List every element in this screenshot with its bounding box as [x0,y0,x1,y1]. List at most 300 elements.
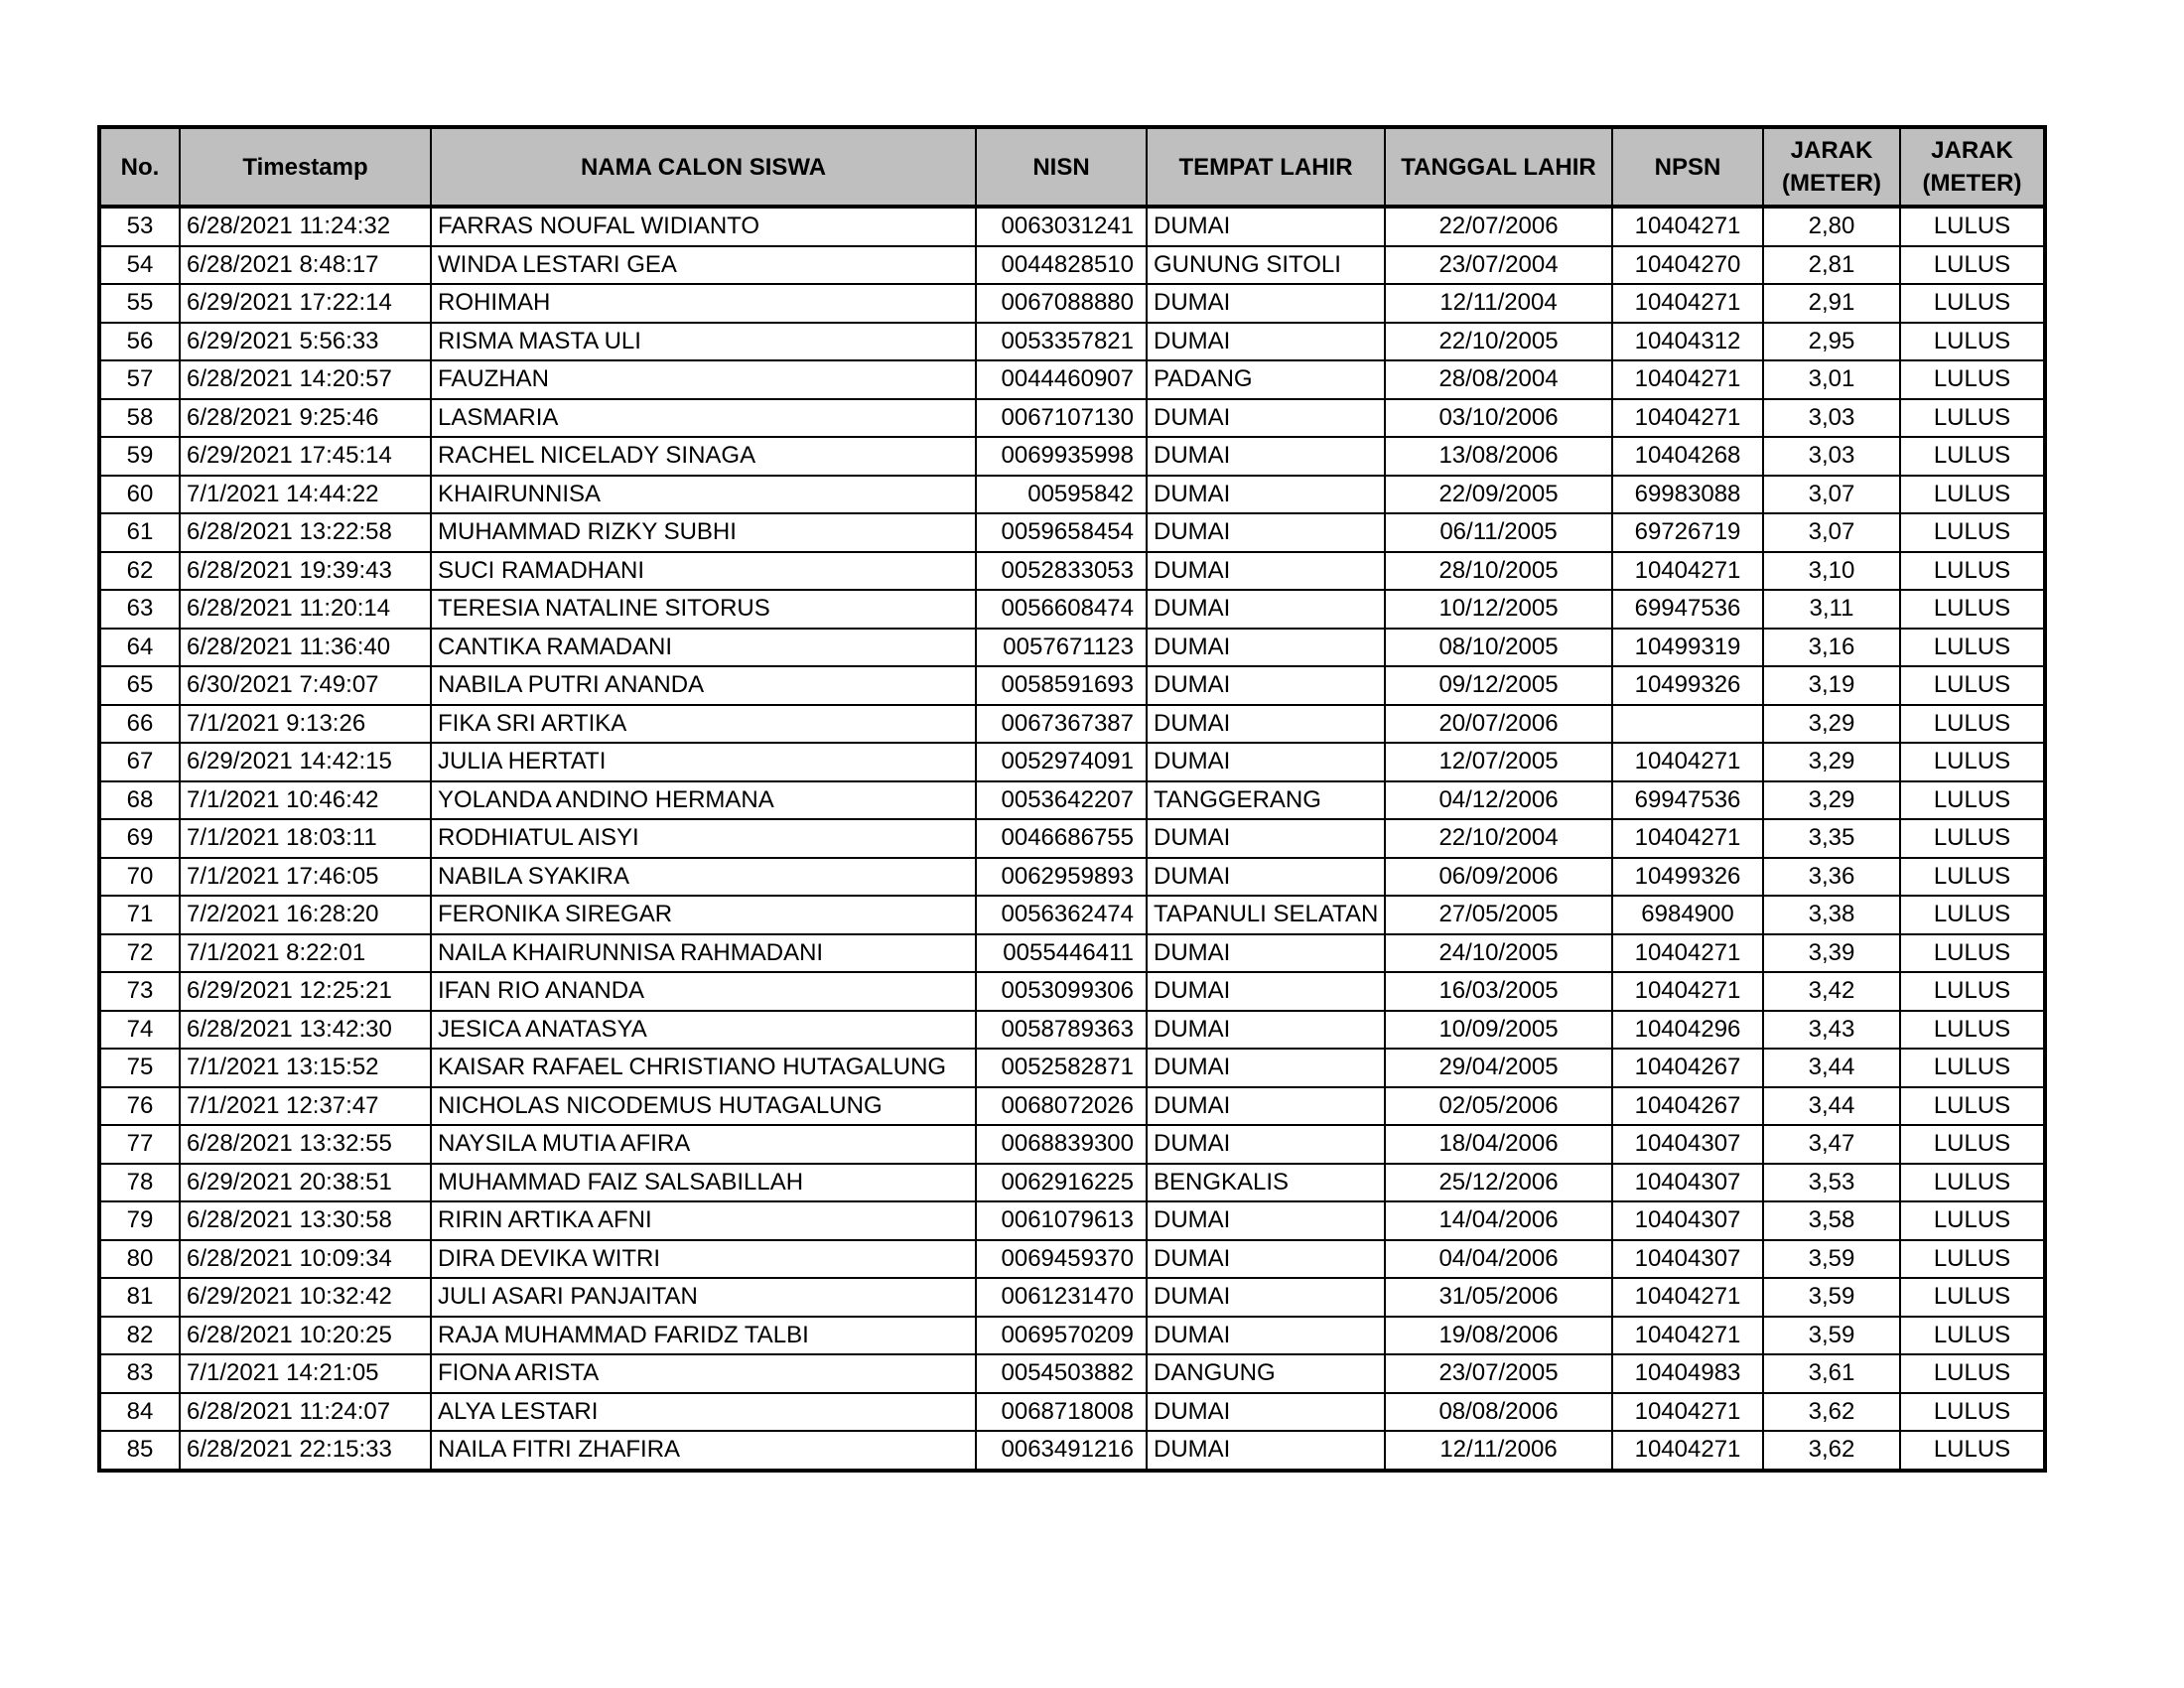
cell-status: LULUS [1900,590,2045,629]
cell-status: LULUS [1900,1049,2045,1087]
table-row [99,705,2045,744]
cell-jarak: 3,62 [1763,1431,1900,1471]
cell-tanggal-lahir: 04/12/2006 [1385,781,1612,820]
cell-status: LULUS [1900,819,2045,858]
cell-npsn: 10404271 [1612,1431,1763,1471]
cell-tempat-lahir: DUMAI [1147,1201,1385,1240]
cell-nisn: 0044828510 [976,246,1147,285]
table-row [99,590,2045,629]
cell-no: 56 [99,323,180,361]
table-row [99,1049,2045,1087]
cell-nisn: 0059658454 [976,513,1147,552]
header-nama: NAMA CALON SISWA [431,127,976,207]
cell-nama: NICHOLAS NICODEMUS HUTAGALUNG [431,1087,976,1126]
cell-tanggal-lahir: 23/07/2005 [1385,1354,1612,1393]
student-table [97,125,2047,1473]
cell-no: 65 [99,666,180,705]
cell-npsn: 69947536 [1612,590,1763,629]
cell-no: 58 [99,399,180,438]
cell-tanggal-lahir: 06/11/2005 [1385,513,1612,552]
cell-status: LULUS [1900,705,2045,744]
table-row [99,1278,2045,1317]
cell-no: 83 [99,1354,180,1393]
cell-no: 76 [99,1087,180,1126]
cell-tanggal-lahir: 24/10/2005 [1385,934,1612,973]
table-row [99,629,2045,667]
cell-nama: NAILA FITRI ZHAFIRA [431,1431,976,1471]
cell-jarak: 3,29 [1763,705,1900,744]
cell-nama: RACHEL NICELADY SINAGA [431,437,976,476]
cell-tanggal-lahir: 19/08/2006 [1385,1317,1612,1355]
cell-nisn: 0056362474 [976,896,1147,934]
cell-jarak: 3,59 [1763,1240,1900,1279]
cell-jarak: 2,91 [1763,284,1900,323]
cell-status: LULUS [1900,629,2045,667]
table-row [99,819,2045,858]
header-tanggal-lahir: TANGGAL LAHIR [1385,127,1612,207]
cell-status: LULUS [1900,1125,2045,1164]
table-row [99,1087,2045,1126]
cell-nama: YOLANDA ANDINO HERMANA [431,781,976,820]
cell-tempat-lahir: TAPANULI SELATAN [1147,896,1385,934]
cell-nisn: 0057671123 [976,629,1147,667]
cell-tempat-lahir: DUMAI [1147,323,1385,361]
cell-status: LULUS [1900,284,2045,323]
table-row [99,858,2045,897]
cell-npsn: 10404271 [1612,743,1763,781]
cell-npsn: 10404271 [1612,1393,1763,1432]
cell-tempat-lahir: DUMAI [1147,1011,1385,1050]
cell-tempat-lahir: DUMAI [1147,1087,1385,1126]
cell-npsn: 10404271 [1612,552,1763,591]
cell-timestamp: 6/29/2021 17:22:14 [180,284,431,323]
cell-timestamp: 6/28/2021 10:09:34 [180,1240,431,1279]
cell-npsn: 10404271 [1612,399,1763,438]
cell-npsn: 10404296 [1612,1011,1763,1050]
cell-tempat-lahir: DUMAI [1147,1278,1385,1317]
cell-timestamp: 7/1/2021 14:21:05 [180,1354,431,1393]
cell-npsn: 10404312 [1612,323,1763,361]
table-row [99,284,2045,323]
cell-nisn: 0067088880 [976,284,1147,323]
cell-npsn: 10404271 [1612,284,1763,323]
cell-no: 75 [99,1049,180,1087]
cell-tempat-lahir: DUMAI [1147,629,1385,667]
cell-tempat-lahir: DANGUNG [1147,1354,1385,1393]
cell-jarak: 3,61 [1763,1354,1900,1393]
cell-nama: MUHAMMAD RIZKY SUBHI [431,513,976,552]
cell-status: LULUS [1900,1393,2045,1432]
cell-nisn: 0061231470 [976,1278,1147,1317]
cell-no: 81 [99,1278,180,1317]
cell-timestamp: 7/1/2021 10:46:42 [180,781,431,820]
cell-status: LULUS [1900,476,2045,514]
cell-status: LULUS [1900,1317,2045,1355]
cell-no: 85 [99,1431,180,1471]
table-row [99,666,2045,705]
header-row [99,127,2045,207]
table-row [99,1125,2045,1164]
cell-status: LULUS [1900,743,2045,781]
header-no: No. [99,127,180,207]
cell-tempat-lahir: DUMAI [1147,476,1385,514]
cell-no: 72 [99,934,180,973]
cell-npsn: 10404270 [1612,246,1763,285]
cell-status: LULUS [1900,1164,2045,1202]
cell-jarak: 3,03 [1763,437,1900,476]
cell-nisn: 0063491216 [976,1431,1147,1471]
cell-tempat-lahir: DUMAI [1147,590,1385,629]
cell-timestamp: 6/29/2021 17:45:14 [180,437,431,476]
cell-no: 68 [99,781,180,820]
cell-jarak: 3,53 [1763,1164,1900,1202]
cell-jarak: 2,95 [1763,323,1900,361]
cell-nisn: 0068072026 [976,1087,1147,1126]
cell-status: LULUS [1900,666,2045,705]
cell-timestamp: 7/1/2021 8:22:01 [180,934,431,973]
cell-status: LULUS [1900,437,2045,476]
cell-no: 54 [99,246,180,285]
cell-npsn: 10404307 [1612,1125,1763,1164]
header-keterangan-line1: JARAK [1931,137,2013,164]
cell-nisn: 0052833053 [976,552,1147,591]
cell-nama: RODHIATUL AISYI [431,819,976,858]
cell-nisn: 0055446411 [976,934,1147,973]
cell-npsn: 10404268 [1612,437,1763,476]
cell-jarak: 3,59 [1763,1278,1900,1317]
cell-nisn: 0069935998 [976,437,1147,476]
table-row [99,323,2045,361]
cell-npsn: 6984900 [1612,896,1763,934]
cell-nisn: 0052582871 [976,1049,1147,1087]
cell-tempat-lahir: DUMAI [1147,207,1385,246]
cell-no: 78 [99,1164,180,1202]
cell-nama: JULIA HERTATI [431,743,976,781]
cell-npsn: 10404271 [1612,1317,1763,1355]
cell-jarak: 3,58 [1763,1201,1900,1240]
cell-no: 77 [99,1125,180,1164]
table-row [99,934,2045,973]
cell-timestamp: 6/28/2021 8:48:17 [180,246,431,285]
cell-tanggal-lahir: 08/08/2006 [1385,1393,1612,1432]
cell-nama: NAYSILA MUTIA AFIRA [431,1125,976,1164]
cell-tempat-lahir: DUMAI [1147,399,1385,438]
cell-timestamp: 6/28/2021 11:36:40 [180,629,431,667]
cell-npsn: 10404271 [1612,1278,1763,1317]
table-row [99,1201,2045,1240]
cell-jarak: 3,62 [1763,1393,1900,1432]
cell-timestamp: 6/28/2021 13:22:58 [180,513,431,552]
cell-tanggal-lahir: 12/07/2005 [1385,743,1612,781]
cell-npsn: 10499326 [1612,858,1763,897]
cell-timestamp: 7/1/2021 17:46:05 [180,858,431,897]
cell-nisn: 0058789363 [976,1011,1147,1050]
table-header [99,127,2045,207]
cell-timestamp: 6/29/2021 5:56:33 [180,323,431,361]
cell-tanggal-lahir: 22/09/2005 [1385,476,1612,514]
table-row [99,513,2045,552]
table-row [99,399,2045,438]
table-body [99,207,2045,1471]
cell-tanggal-lahir: 10/12/2005 [1385,590,1612,629]
cell-status: LULUS [1900,934,2045,973]
cell-jarak: 3,01 [1763,360,1900,399]
cell-tanggal-lahir: 10/09/2005 [1385,1011,1612,1050]
cell-npsn: 10499319 [1612,629,1763,667]
cell-no: 62 [99,552,180,591]
cell-npsn: 10404307 [1612,1240,1763,1279]
table-row [99,476,2045,514]
cell-timestamp: 7/1/2021 14:44:22 [180,476,431,514]
table-row [99,552,2045,591]
cell-nama: NAILA KHAIRUNNISA RAHMADANI [431,934,976,973]
cell-jarak: 3,44 [1763,1087,1900,1126]
cell-tanggal-lahir: 22/10/2004 [1385,819,1612,858]
cell-nama: RAJA MUHAMMAD FARIDZ TALBI [431,1317,976,1355]
cell-no: 57 [99,360,180,399]
cell-status: LULUS [1900,513,2045,552]
cell-nama: ROHIMAH [431,284,976,323]
cell-nama: FAUZHAN [431,360,976,399]
cell-nama: MUHAMMAD FAIZ SALSABILLAH [431,1164,976,1202]
cell-npsn: 69947536 [1612,781,1763,820]
table-row [99,1240,2045,1279]
cell-npsn: 10404271 [1612,934,1763,973]
cell-status: LULUS [1900,1278,2045,1317]
cell-timestamp: 6/28/2021 14:20:57 [180,360,431,399]
cell-status: LULUS [1900,399,2045,438]
cell-tempat-lahir: DUMAI [1147,666,1385,705]
cell-nisn: 0052974091 [976,743,1147,781]
cell-timestamp: 6/28/2021 22:15:33 [180,1431,431,1471]
cell-nisn: 0062916225 [976,1164,1147,1202]
table-row [99,1164,2045,1202]
cell-tanggal-lahir: 22/10/2005 [1385,323,1612,361]
header-jarak-line1: JARAK [1790,137,1873,164]
cell-npsn: 10404267 [1612,1049,1763,1087]
table-row [99,1393,2045,1432]
cell-nisn: 0069459370 [976,1240,1147,1279]
cell-nama: CANTIKA RAMADANI [431,629,976,667]
cell-timestamp: 6/28/2021 13:32:55 [180,1125,431,1164]
cell-nama: LASMARIA [431,399,976,438]
cell-timestamp: 6/28/2021 19:39:43 [180,552,431,591]
cell-npsn: 10404271 [1612,819,1763,858]
cell-nama: NABILA PUTRI ANANDA [431,666,976,705]
cell-tempat-lahir: TANGGERANG [1147,781,1385,820]
cell-tanggal-lahir: 16/03/2005 [1385,972,1612,1011]
cell-tanggal-lahir: 03/10/2006 [1385,399,1612,438]
cell-no: 82 [99,1317,180,1355]
cell-nisn: 00595842 [976,476,1147,514]
cell-status: LULUS [1900,360,2045,399]
cell-no: 80 [99,1240,180,1279]
cell-timestamp: 6/28/2021 11:24:32 [180,207,431,246]
header-tempat-lahir: TEMPAT LAHIR [1147,127,1385,207]
cell-timestamp: 6/28/2021 13:42:30 [180,1011,431,1050]
cell-npsn: 10404307 [1612,1164,1763,1202]
cell-tanggal-lahir: 18/04/2006 [1385,1125,1612,1164]
cell-timestamp: 7/1/2021 12:37:47 [180,1087,431,1126]
cell-no: 71 [99,896,180,934]
cell-tempat-lahir: DUMAI [1147,513,1385,552]
cell-status: LULUS [1900,1354,2045,1393]
cell-jarak: 3,07 [1763,513,1900,552]
cell-nisn: 0062959893 [976,858,1147,897]
cell-status: LULUS [1900,1011,2045,1050]
cell-timestamp: 7/1/2021 13:15:52 [180,1049,431,1087]
cell-timestamp: 6/28/2021 10:20:25 [180,1317,431,1355]
cell-nama: FERONIKA SIREGAR [431,896,976,934]
cell-nama: FIKA SRI ARTIKA [431,705,976,744]
cell-tanggal-lahir: 04/04/2006 [1385,1240,1612,1279]
cell-no: 55 [99,284,180,323]
table-row [99,360,2045,399]
cell-status: LULUS [1900,1431,2045,1471]
cell-tempat-lahir: PADANG [1147,360,1385,399]
header-keterangan [1900,127,2045,207]
cell-nisn: 0063031241 [976,207,1147,246]
cell-timestamp: 6/29/2021 12:25:21 [180,972,431,1011]
cell-tanggal-lahir: 20/07/2006 [1385,705,1612,744]
cell-tanggal-lahir: 09/12/2005 [1385,666,1612,705]
header-keterangan-line2: (METER) [1922,170,2022,197]
cell-no: 84 [99,1393,180,1432]
cell-status: LULUS [1900,896,2045,934]
cell-nama: TERESIA NATALINE SITORUS [431,590,976,629]
cell-npsn [1612,705,1763,744]
cell-status: LULUS [1900,323,2045,361]
cell-nisn: 0056608474 [976,590,1147,629]
cell-nama: IFAN RIO ANANDA [431,972,976,1011]
cell-nama: KHAIRUNNISA [431,476,976,514]
cell-tempat-lahir: DUMAI [1147,1317,1385,1355]
cell-timestamp: 6/28/2021 11:20:14 [180,590,431,629]
cell-jarak: 3,16 [1763,629,1900,667]
table-row [99,743,2045,781]
cell-jarak: 3,35 [1763,819,1900,858]
cell-timestamp: 6/28/2021 9:25:46 [180,399,431,438]
cell-timestamp: 6/29/2021 10:32:42 [180,1278,431,1317]
cell-tanggal-lahir: 23/07/2004 [1385,246,1612,285]
header-npsn: NPSN [1612,127,1763,207]
table-row [99,1317,2045,1355]
cell-tanggal-lahir: 06/09/2006 [1385,858,1612,897]
cell-status: LULUS [1900,1240,2045,1279]
cell-tempat-lahir: BENGKALIS [1147,1164,1385,1202]
cell-npsn: 69726719 [1612,513,1763,552]
cell-status: LULUS [1900,972,2045,1011]
cell-npsn: 69983088 [1612,476,1763,514]
cell-jarak: 3,59 [1763,1317,1900,1355]
cell-no: 53 [99,207,180,246]
cell-status: LULUS [1900,858,2045,897]
cell-no: 61 [99,513,180,552]
cell-nisn: 0067107130 [976,399,1147,438]
student-table-sheet [97,125,2043,1473]
cell-tanggal-lahir: 12/11/2004 [1385,284,1612,323]
cell-nisn: 0068839300 [976,1125,1147,1164]
header-timestamp: Timestamp [180,127,431,207]
cell-nama: WINDA LESTARI GEA [431,246,976,285]
cell-npsn: 10404983 [1612,1354,1763,1393]
cell-tempat-lahir: DUMAI [1147,819,1385,858]
cell-tempat-lahir: DUMAI [1147,284,1385,323]
cell-no: 69 [99,819,180,858]
table-row [99,972,2045,1011]
cell-tempat-lahir: DUMAI [1147,743,1385,781]
cell-timestamp: 7/2/2021 16:28:20 [180,896,431,934]
cell-tempat-lahir: DUMAI [1147,705,1385,744]
table-row [99,437,2045,476]
cell-tempat-lahir: DUMAI [1147,934,1385,973]
cell-jarak: 3,29 [1763,743,1900,781]
cell-status: LULUS [1900,552,2045,591]
cell-timestamp: 7/1/2021 18:03:11 [180,819,431,858]
cell-tempat-lahir: DUMAI [1147,1125,1385,1164]
cell-nisn: 0061079613 [976,1201,1147,1240]
table-row [99,1431,2045,1471]
cell-timestamp: 6/28/2021 13:30:58 [180,1201,431,1240]
cell-tanggal-lahir: 14/04/2006 [1385,1201,1612,1240]
cell-status: LULUS [1900,781,2045,820]
cell-jarak: 3,07 [1763,476,1900,514]
cell-tanggal-lahir: 22/07/2006 [1385,207,1612,246]
cell-nisn: 0044460907 [976,360,1147,399]
cell-tanggal-lahir: 28/10/2005 [1385,552,1612,591]
cell-timestamp: 7/1/2021 9:13:26 [180,705,431,744]
cell-tempat-lahir: DUMAI [1147,1393,1385,1432]
cell-status: LULUS [1900,207,2045,246]
cell-jarak: 3,47 [1763,1125,1900,1164]
cell-nama: RISMA MASTA ULI [431,323,976,361]
cell-no: 59 [99,437,180,476]
cell-jarak: 3,11 [1763,590,1900,629]
cell-jarak: 3,10 [1763,552,1900,591]
cell-nama: RIRIN ARTIKA AFNI [431,1201,976,1240]
cell-status: LULUS [1900,246,2045,285]
cell-jarak: 3,42 [1763,972,1900,1011]
cell-tanggal-lahir: 25/12/2006 [1385,1164,1612,1202]
cell-npsn: 10404267 [1612,1087,1763,1126]
header-nisn: NISN [976,127,1147,207]
cell-jarak: 3,03 [1763,399,1900,438]
cell-jarak: 3,19 [1763,666,1900,705]
cell-nisn: 0054503882 [976,1354,1147,1393]
cell-jarak: 3,43 [1763,1011,1900,1050]
table-row [99,207,2045,246]
cell-tanggal-lahir: 31/05/2006 [1385,1278,1612,1317]
cell-no: 74 [99,1011,180,1050]
cell-nisn: 0053099306 [976,972,1147,1011]
cell-nama: JESICA ANATASYA [431,1011,976,1050]
table-row [99,1011,2045,1050]
cell-no: 64 [99,629,180,667]
cell-tanggal-lahir: 29/04/2005 [1385,1049,1612,1087]
cell-no: 79 [99,1201,180,1240]
cell-jarak: 3,39 [1763,934,1900,973]
cell-nama: FARRAS NOUFAL WIDIANTO [431,207,976,246]
cell-no: 73 [99,972,180,1011]
cell-tanggal-lahir: 28/08/2004 [1385,360,1612,399]
cell-jarak: 3,38 [1763,896,1900,934]
cell-jarak: 2,80 [1763,207,1900,246]
cell-tempat-lahir: DUMAI [1147,1049,1385,1087]
cell-nisn: 0046686755 [976,819,1147,858]
cell-jarak: 3,29 [1763,781,1900,820]
cell-no: 70 [99,858,180,897]
cell-tanggal-lahir: 08/10/2005 [1385,629,1612,667]
